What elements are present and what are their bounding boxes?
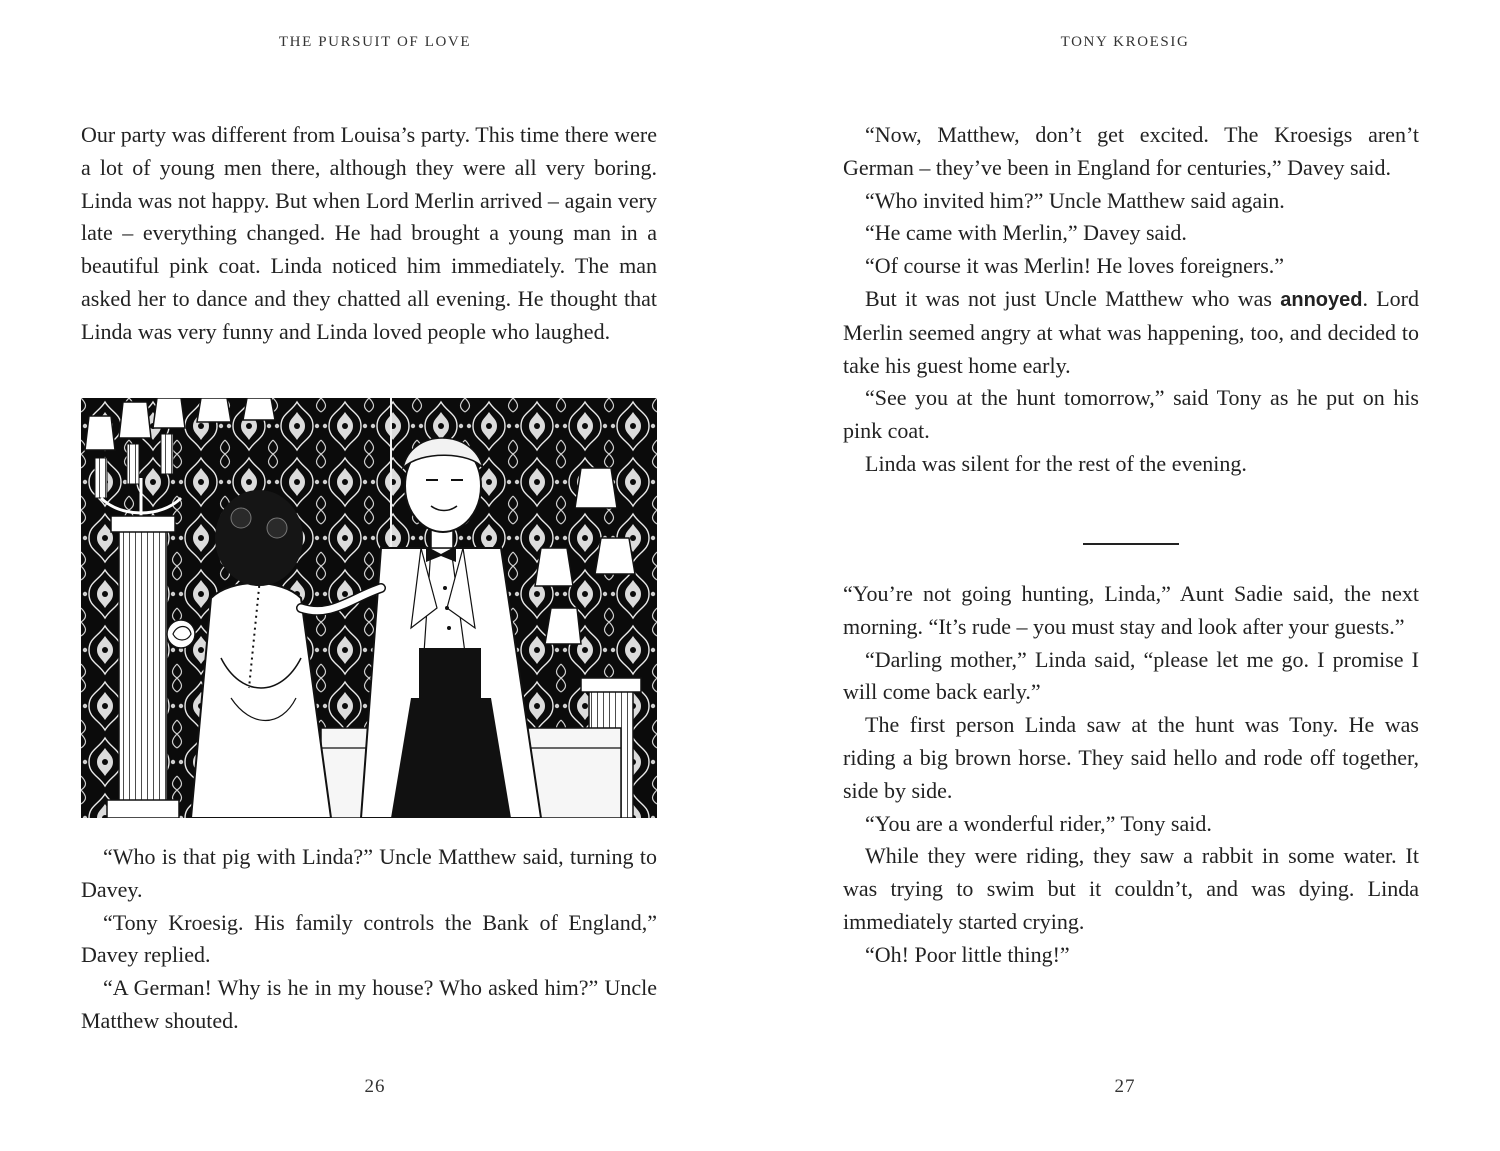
paragraph: “Now, Matthew, don’t get excited. The Kroesigs aren’t German – they’ve been in England for centuries,” Davey said. [843, 122, 1419, 180]
paragraph: “Darling mother,” Linda said, “please let me go. I promise I will come back early.” [843, 646, 1419, 705]
paragraph: “Of course it was Merlin! He loves foreigners.” [865, 253, 1285, 279]
text-span: . Lord Merlin seemed angry at what was happening, too, and decided to take his guest home early. [843, 285, 1420, 378]
left-body-bottom [81, 841, 657, 1038]
page-number-left: 26 [364, 1076, 386, 1097]
right-page [750, 0, 1500, 1151]
paragraph: “Who invited him?” Uncle Matthew said again. [865, 187, 1285, 213]
text-span: But it was not just Uncle Matthew who was [865, 285, 1281, 311]
paragraph: “You’re not going hunting, Linda,” Aunt Sadie said, the next morning. “It’s rude – you must stay and look after your guests.” [843, 581, 1419, 639]
paragraph: “Who is that pig with Linda?” Uncle Matthew said, turning to Davey. [81, 844, 657, 902]
paragraph: “A German! Why is he in my house? Who asked him?” Uncle Matthew shouted. [81, 975, 657, 1033]
paragraph: While they were riding, they saw a rabbit in some water. It was trying to swim but it couldn’t, and was dying. Linda immediately started crying. [843, 843, 1419, 934]
left-body-top [81, 119, 657, 349]
right-body-top [843, 119, 1419, 481]
paragraph-annoyed [843, 283, 1419, 382]
paragraph: Linda was silent for the rest of the evening. [865, 450, 1247, 476]
section-divider [1083, 543, 1179, 545]
paragraph: “Tony Kroesig. His family controls the Bank of England,” Davey replied. [81, 909, 657, 968]
paragraph: The first person Linda saw at the hunt was Tony. He was riding a big brown horse. They said hello and rode off together, side by side. [843, 712, 1419, 803]
illustration [81, 398, 657, 818]
paragraph: “Oh! Poor little thing!” [865, 941, 1070, 967]
dancing-couple-illustration [81, 398, 657, 818]
glossary-keyword: annoyed [1280, 288, 1363, 311]
paragraph: “He came with Merlin,” Davey said. [865, 220, 1187, 246]
page-number-right: 27 [1114, 1076, 1136, 1097]
running-head-left: THE PURSUIT OF LOVE [278, 34, 472, 50]
paragraph: “See you at the hunt tomorrow,” said Tony as he put on his pink coat. [843, 385, 1419, 444]
right-body-bottom [843, 578, 1419, 972]
running-head-right: TONY KROESIG [1060, 34, 1190, 50]
paragraph: Our party was different from Louisa’s party. This time there were a lot of young men there, although they were all very boring. Linda was not happy. But when Lord Merlin arrived – again very late – everything changed. He had brought a young man in a beautiful pink coat. Linda noticed him immediately. The man asked her to dance and they chatted all evening. He thought that Linda was very funny and Linda loved people who laughed. [81, 122, 657, 344]
paragraph: “You are a wonderful rider,” Tony said. [865, 810, 1212, 836]
